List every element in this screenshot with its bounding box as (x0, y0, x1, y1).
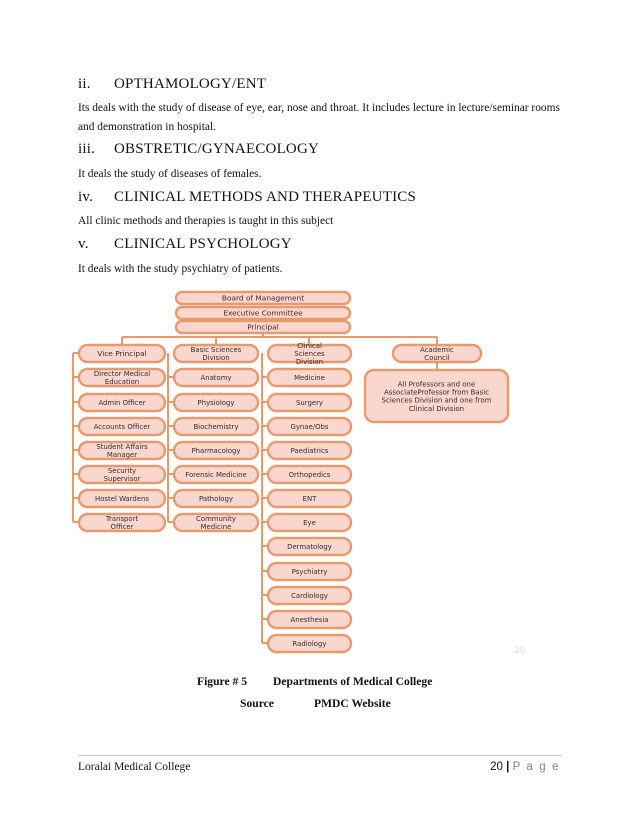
org-col1-box (79, 466, 165, 483)
org-col1-header (79, 345, 165, 362)
org-col4-header (393, 345, 481, 362)
org-col1-box (79, 490, 165, 507)
org-box-label: Security (107, 467, 137, 476)
org-col3-box (268, 394, 351, 411)
org-box-label: Principal (247, 322, 279, 332)
org-col4-box (365, 370, 508, 422)
section-text-iii: It deals the study of diseases of females. (78, 168, 262, 180)
org-col3-box (268, 514, 351, 531)
section-title: CLINICAL METHODS AND THERAPEUTICS (114, 189, 417, 205)
org-top-box (176, 321, 350, 333)
org-col3-box (268, 442, 351, 459)
org-col3-box (268, 611, 351, 628)
org-box-label: Admin Officer (98, 399, 146, 408)
org-top-box (176, 292, 350, 304)
org-box-label: Medicine (200, 523, 232, 532)
footer-divider (78, 755, 562, 756)
org-box-label: Vice Principal (97, 349, 147, 359)
org-box-label: Psychiatry (291, 568, 328, 577)
org-box-label: Sciences (294, 350, 325, 359)
org-col3-box (268, 538, 351, 555)
org-chart-boxes (79, 292, 508, 652)
org-col1-box (79, 418, 165, 435)
org-col3-box (268, 490, 351, 507)
section-text-ii: Its deals with the study of disease of eye, ear, nose and throat. It includes lecture in lecture/seminar rooms and demonstration in hospital. (78, 102, 560, 133)
org-col3-box (268, 563, 351, 580)
org-box-label: Orthopedics (288, 471, 331, 480)
org-box-label: Eye (303, 519, 316, 528)
footer-page-number (490, 761, 560, 773)
org-box-label: Education (104, 378, 140, 387)
org-box-label: Clinical Division (408, 404, 465, 413)
org-box-label: Biochemistry (193, 423, 239, 432)
org-box-label: Surgery (296, 399, 323, 408)
org-col3-box (268, 587, 351, 604)
org-col2-header (174, 345, 258, 362)
org-col1-box (79, 514, 165, 531)
org-col2-box (174, 442, 258, 459)
figure-label: Figure # 5 (197, 675, 248, 688)
org-box-label: Student Affairs (96, 443, 148, 452)
org-col3-box (268, 369, 351, 386)
section-title: CLINICAL PSYCHOLOGY (114, 236, 292, 252)
org-box-label: Anatomy (200, 374, 232, 383)
page-number: 20 (490, 761, 503, 773)
stray-mark: 20 (514, 646, 526, 656)
org-box-label: Cardiology (291, 592, 328, 601)
org-col1-box (79, 442, 165, 459)
page-separator: | (506, 761, 510, 773)
org-col1-box (79, 394, 165, 411)
org-box-label: Anesthesia (290, 616, 329, 625)
org-col2-box (174, 490, 258, 507)
org-box-label: Accounts Officer (93, 423, 151, 432)
org-box-label: Division (202, 354, 230, 363)
org-col2-box (174, 394, 258, 411)
org-box-label: Executive Committee (223, 308, 303, 318)
org-col2-box (174, 466, 258, 483)
source-title: PMDC Website (314, 697, 391, 710)
org-box-label: Physiology (197, 399, 235, 408)
org-box-label: Gynae/Obs (290, 423, 329, 432)
section-number: v. (78, 236, 89, 252)
section-number: iv. (78, 189, 94, 205)
org-box-label: Radiology (292, 640, 327, 649)
org-col2-box (174, 418, 258, 435)
footer-college-name: Loralai Medical College (78, 761, 191, 773)
org-box-label: Council (424, 354, 450, 363)
section-text-iv: All clinic methods and therapies is taught in this subject (78, 215, 334, 227)
org-col1-box (79, 369, 165, 386)
org-col2-box (174, 514, 258, 531)
section-number: ii. (78, 76, 91, 92)
page-word: P a g e (512, 761, 560, 773)
section-text-v: It deals with the study psychiatry of patients. (78, 263, 283, 275)
org-box-label: Medicine (294, 374, 325, 383)
org-box-label: Basic Sciences (190, 346, 242, 355)
figure-title: Departments of Medical College (273, 675, 433, 688)
org-col3-box (268, 418, 351, 435)
org-box-label: Sciences Division and one from (381, 396, 492, 405)
org-box-label: Hostel Wardens (95, 495, 149, 504)
org-box-label: Supervisor (103, 475, 141, 484)
org-box-label: All Professors and one (397, 380, 476, 389)
source-label: Source (240, 697, 274, 710)
section-title: OPTHAMOLOGY/ENT (114, 76, 267, 92)
org-top-box (176, 307, 350, 319)
org-box-label: Officer (110, 523, 134, 532)
org-box-label: Community (196, 515, 236, 524)
org-box-label: Transport (105, 515, 139, 524)
org-col3-box (268, 466, 351, 483)
org-box-label: Clinical (297, 342, 322, 350)
org-box-label: Pharmacology (191, 447, 241, 456)
org-col3-box (268, 635, 351, 652)
org-box-label: Pathology (199, 495, 233, 504)
org-box-label: Division (295, 358, 324, 367)
org-col3-header (268, 342, 351, 366)
org-box-label: Academic (420, 346, 454, 355)
section-title: OBSTRETIC/GYNAECOLOGY (114, 141, 320, 157)
org-box-label: Director Medical (93, 370, 151, 379)
org-box-label: Forensic Medicine (185, 471, 247, 480)
org-box-label: Dermatology (287, 543, 332, 552)
org-box-label: Board of Management (221, 293, 305, 303)
section-number: iii. (78, 141, 96, 157)
org-box-label: Paediatrics (290, 447, 329, 456)
org-col2-box (174, 369, 258, 386)
org-box-label: Manager (106, 451, 138, 460)
org-box-label: ENT (302, 495, 317, 504)
org-box-label: AssociateProfessor from Basic (383, 388, 490, 397)
